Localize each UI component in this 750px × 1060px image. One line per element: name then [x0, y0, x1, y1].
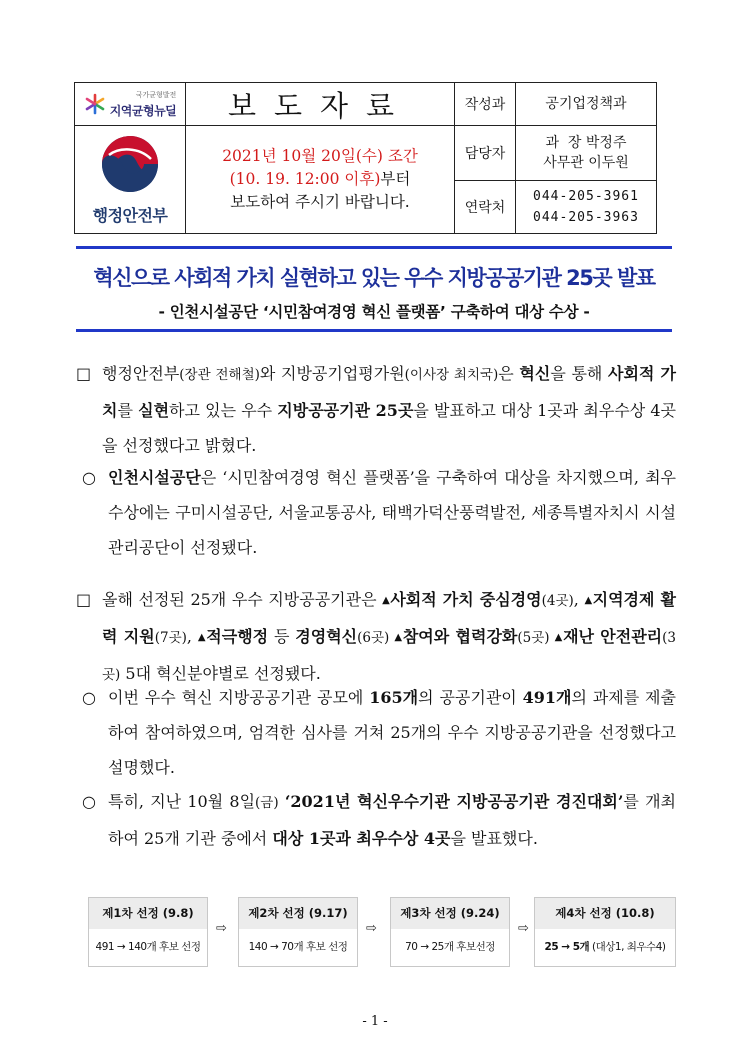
ministry-logo-cell	[75, 126, 186, 234]
p3-text: (7곳)	[154, 630, 187, 646]
p4-bold: 491개	[522, 688, 572, 707]
p1-text: 행정안전부	[102, 364, 180, 383]
p1-text: 하고 있는 우수	[169, 401, 278, 420]
circle-bullet: ○	[82, 468, 96, 487]
p3-text: (5곳)	[517, 630, 555, 646]
dept-label: 작성과	[455, 83, 516, 126]
p4-text: 이번 우수 혁신 지방공공기관 공모에	[108, 688, 370, 707]
p4-text: 의 과제를 제출하여 참여하였으며, 엄격한 심사를 거쳐 25개의 우수 지방공공기관을 선정했다고 설명했다.	[108, 688, 676, 777]
p1-bold: 실현	[138, 401, 170, 420]
p3-bold: 참여와 협력강화	[402, 627, 518, 646]
p3-text: 등	[268, 627, 296, 646]
contact-value	[516, 126, 657, 181]
flow-step-title: 제2차 선정 (9.17)	[239, 898, 357, 929]
flow-step-desc: 140 → 70개 후보 선정	[248, 941, 348, 953]
p1-text: 를	[117, 401, 139, 420]
phone-2: 044-205-3963	[533, 210, 639, 225]
flow-step-title: 제1차 선정 (9.8)	[89, 898, 207, 929]
paragraph-1	[76, 356, 676, 463]
flow-step-title: 제4차 선정 (10.8)	[535, 898, 675, 929]
flow-step-title: 제3차 선정 (9.24)	[391, 898, 509, 929]
p3-text: ,	[573, 590, 585, 609]
p1-text: 은	[498, 364, 520, 383]
p4-text: 의 공공기관이	[418, 688, 523, 707]
embargo-notice	[186, 126, 455, 234]
flow-step-desc-rest: (대상1, 최우수4)	[589, 941, 666, 953]
p1-text: 을 발표하고 대상 1곳과 최우수상 4곳을 선정했다고 밝혔다.	[102, 401, 677, 455]
header-table	[74, 82, 657, 234]
p5-text: 을 발표했다.	[450, 829, 538, 848]
p3-text: (3곳)	[102, 630, 676, 683]
p2-bold: 인천시설공단	[108, 468, 201, 487]
p3-bold: 지역경제 활력 지원	[102, 590, 676, 646]
paragraph-2	[82, 460, 676, 565]
triangle-icon: ▲	[584, 595, 593, 606]
logo-small-text: 국가균형발전	[135, 90, 177, 99]
taegeuk-emblem-icon	[99, 133, 161, 195]
right-arrow-icon: ⇨	[216, 921, 227, 936]
p1-bold: 혁신	[519, 364, 551, 383]
p3-text: 5대 혁신분야별로 선정됐다.	[120, 664, 321, 683]
newdeal-star-icon	[84, 93, 106, 115]
phone-value	[516, 181, 657, 234]
flow-step-1	[88, 897, 208, 967]
p1-text: 을 통해	[550, 364, 609, 383]
p5-bold: 대상 1곳과 최우수상 4곳	[272, 829, 451, 848]
document-title: 보도자료	[186, 83, 455, 126]
triangle-icon: ▲	[394, 632, 403, 643]
p5-bold: ‘2021년 혁신우수기관 지방공공기관 경진대회’	[284, 792, 624, 811]
logo-brand-text: 지역균형뉴딜	[109, 103, 177, 118]
p3-text: ,	[186, 627, 198, 646]
subheadline: - 인천시설공단 ‘시민참여경영 혁신 플랫폼’ 구축하여 대상 수상 -	[158, 303, 590, 321]
embargo-request: 보도하여 주시기 바랍니다.	[230, 193, 410, 211]
balanced-newdeal-logo	[75, 83, 186, 126]
p3-bold: 사회적 가치 중심경영	[390, 590, 542, 609]
flow-step-3	[390, 897, 510, 967]
flow-step-desc: 70 → 25개 후보선정	[405, 941, 495, 953]
p5-text: 를 개최하여 25개 기관 중에서	[108, 792, 676, 848]
paragraph-5	[82, 784, 676, 856]
embargo-from: 부터	[380, 170, 411, 188]
p1-text: (이사장 최치국)	[404, 367, 499, 383]
embargo-date: 2021년 10월 20일(수) 조간	[222, 147, 418, 165]
selection-flow	[88, 897, 676, 967]
headline-top-rule	[76, 246, 672, 249]
paragraph-4	[82, 680, 676, 785]
p4-bold: 165개	[369, 688, 419, 707]
phone-1: 044-205-3961	[533, 189, 639, 204]
circle-bullet: ○	[82, 792, 96, 811]
flow-step-2	[238, 897, 358, 967]
triangle-icon: ▲	[554, 632, 564, 643]
right-arrow-icon: ⇨	[518, 921, 529, 936]
headline-bottom-rule	[76, 329, 672, 332]
p2-text: 은 ‘시민참여경영 혁신 플랫폼’을 구축하여 대상을 차지했으며, 최우수상에는 구미시설공단, 서울교통공사, 태백가덕산풍력발전, 세종특별자치시 시설관리공단이 선정됐다.	[108, 468, 676, 557]
p1-text: 와 지방공기업평가원	[259, 364, 405, 383]
p5-text: (금)	[255, 795, 279, 811]
p3-text: (4곳)	[541, 593, 574, 609]
circle-bullet: ○	[82, 688, 96, 707]
square-bullet: □	[76, 364, 92, 383]
paragraph-3	[76, 582, 676, 693]
square-bullet: □	[76, 590, 92, 609]
flow-step-desc: 491 → 140개 후보 선정	[95, 941, 201, 953]
dept-value: 공기업정책과	[516, 83, 657, 126]
right-arrow-icon: ⇨	[366, 921, 377, 936]
p1-text: (장관 전해철)	[179, 367, 260, 383]
p3-text: 올해 선정된 25개 우수 지방공공기관은	[102, 590, 383, 609]
triangle-icon: ▲	[197, 632, 207, 643]
headline: 혁신으로 사회적 가치 실현하고 있는 우수 지방공공기관 25곳 발표	[93, 266, 655, 290]
contact-label: 담당자	[455, 126, 516, 181]
contact-director: 과 장 박정주	[545, 135, 627, 151]
flow-step-desc-bold: 25 → 5개	[544, 941, 590, 953]
p1-bold: 사회적 가치	[102, 364, 676, 420]
embargo-time: (10. 19. 12:00 이후)	[229, 170, 381, 188]
p5-text: 특히, 지난 10월 8일	[108, 792, 256, 811]
ministry-name: 행정안전부	[92, 206, 168, 225]
phone-label: 연락처	[455, 181, 516, 234]
flow-step-desc	[535, 929, 675, 965]
contact-officer: 사무관 이두원	[543, 155, 629, 171]
p3-bold: 적극행정	[206, 627, 269, 646]
p3-bold: 재난 안전관리	[563, 627, 663, 646]
p3-text: (6곳)	[357, 630, 395, 646]
p3-bold: 경영혁신	[295, 627, 358, 646]
flow-step-4	[534, 897, 676, 967]
p1-bold: 지방공공기관 25곳	[277, 401, 414, 420]
page-number: - 1 -	[362, 1014, 388, 1029]
triangle-icon: ▲	[382, 595, 391, 606]
